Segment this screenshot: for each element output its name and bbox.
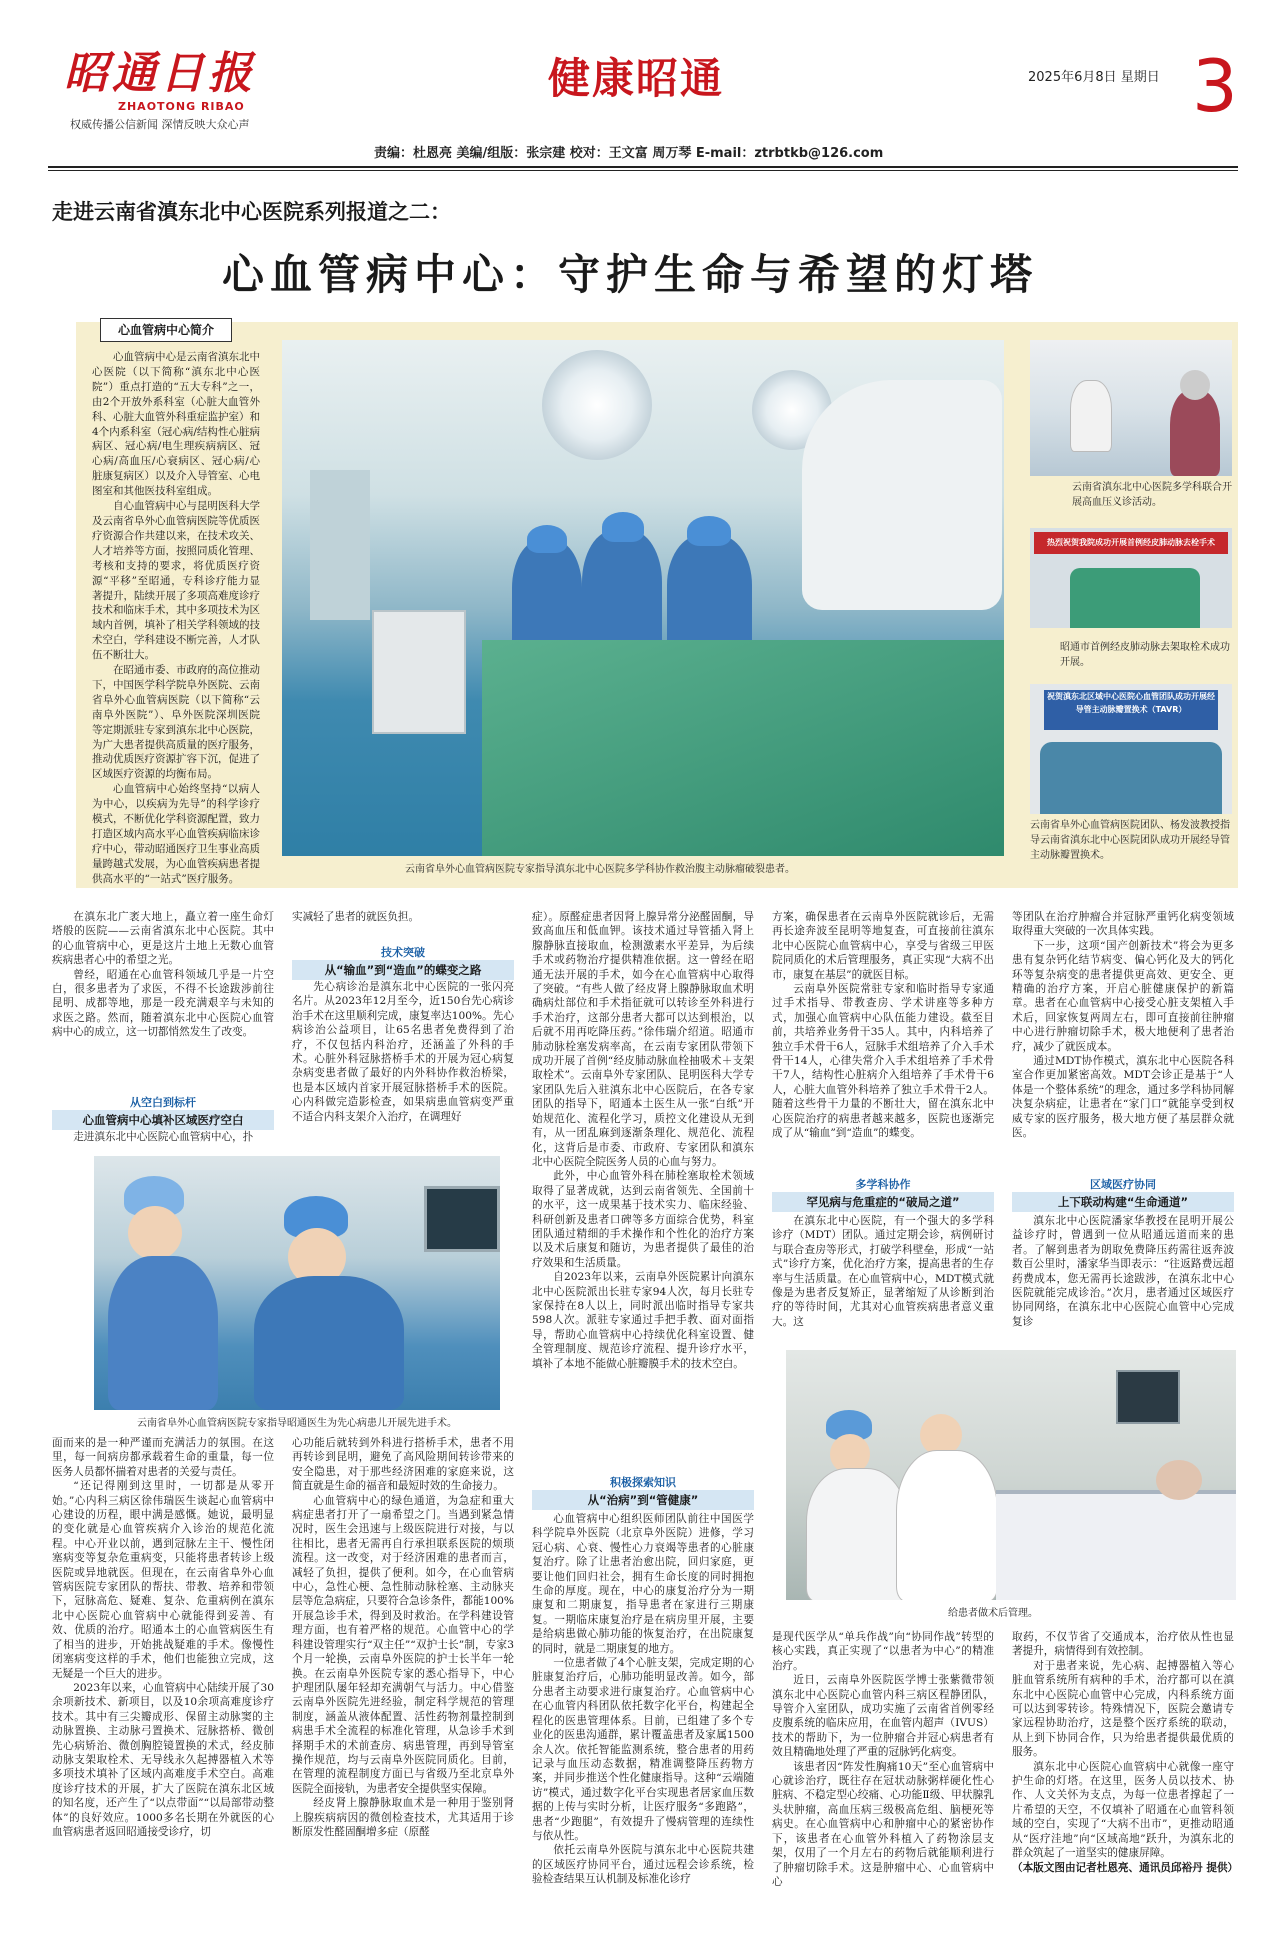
intro-paragraph: 在昭通市委、市政府的高位推动下，中国医学科学院阜外医院、云南省阜外心血管病医院（以下简称“云南阜外医院”）、阜外医院深圳医院等定期派驻专家到滇东北中心医院，为广大患者提供高质量的医疗服务，推动优质医疗资源扩容下沉，促进了区域医疗资源的均衡布局。 xyxy=(92,664,260,781)
body-paragraph: 对于患者来说，先心病、起搏器植入等心脏血管系统所有病种的手术，治疗都可以在滇东北中心医院心血管中心完成，内科系统方面可以达到零转诊。特殊情况下，医院会邀请专家远程协助治疗，这是整个医疗系统的联动，从上到下协同合作，只为给患者提供最优质的服务。 xyxy=(1012,1659,1234,1759)
body-paragraph: 滇东北中心医院心血管病中心就像一座守护生命的灯塔。在这里，医务人员以技术、协作、人文关怀为支点，为每一位患者撑起了一片希望的天空，不仅填补了昭通在心血管科领域的空白，实现了“大病不出市”，更推动昭通从“医疗洼地”向“区域高地”跃升，为滇东北的群众筑起了一道坚实的健康屏障。 xyxy=(1012,1760,1234,1860)
byline: （本版文图由记者杜恩亮、通讯员邱裕丹 提供） xyxy=(1012,1861,1239,1874)
body-paragraph: 取药，不仅节省了交通成本，治疗依从性也显著提升，病情得到有效控制。 xyxy=(1012,1631,1234,1658)
surgeon-figure xyxy=(108,1256,218,1410)
team-figures xyxy=(1070,568,1200,628)
intro-paragraph: 自心血管病中心与昆明医科大学及云南省阜外心血管病医院等优质医疗资源合作共建以来，在技术攻关、人才培养等方面，按照同质化管理、考核和支持的要求，将优质医疗资源“平移”至昭通，专科诊疗能力显著提升，陆续开展了多项高难度诊疗技术和临床手术，其中多项技术为区域内首例，填补了相关学科领域的技术空白，学科建设不断完善，人才队伍不断壮大。 xyxy=(92,500,260,662)
surgeon-figure xyxy=(254,1276,404,1410)
main-surgery-photo xyxy=(282,340,1004,856)
mid-photo-caption: 云南省阜外心血管病医院专家指导昭通医生为先心病患儿开展先进手术。 xyxy=(137,1418,457,1429)
patient-figure xyxy=(1170,390,1220,476)
surgeon-cap xyxy=(527,525,567,553)
body-paragraph: 近日，云南阜外医院医学博士张紫微带领滇东北中心医院心血管内科三病区程静团队，导管介入室团队，成功实施了云南省首例零经皮腹系统的临床应用，在血管内超声（IVUS）技术的帮助下，为一位肿瘤合并冠心病患者有效且精确地处理了严重的冠脉钙化病变。 xyxy=(772,1674,994,1759)
surgical-drape xyxy=(482,640,1004,856)
patient-head xyxy=(1156,1460,1202,1500)
intro-paragraph: 心血管病中心始终坚持“以病人为中心，以疾病为先导”的科学诊疗模式，不断优化学科资源配置，致力打造区域内高水平心血管疾病临床诊疗中心，带动昭通医疗卫生事业高质量跨越式发展，为心血管疾病患者提供高水平的“一站式”医疗服务。 xyxy=(92,783,260,885)
column-3-top xyxy=(532,910,754,1371)
body-paragraph: 云南阜外医院常驻专家和临时指导专家通过手术指导、带教查房、学术讲座等多种方式，加强心血管病中心队伍能力建设。截至目前，共培养业务骨干35人。其中，内科培养了独立手术骨干6人，冠脉手术组培养了介入手术骨干14人，心律失常介入手术组培养了手术骨干7人，结构性心脏病介入组培养了手术骨干6人，心脏大血管外科培养了独立手术骨干2人。随着这些骨干力量的不断壮大，留在滇东北中心医院治疗的病患者越来越多，医院也逐渐完成了从“输血”到“造血”的蝶变。 xyxy=(772,983,994,1140)
body-paragraph: 是现代医学从“单兵作战”向“协同作战”转型的核心实践，真正实现了“以患者为中心”的精准治疗。 xyxy=(772,1631,994,1672)
body-paragraph: 在滇东北中心医院，有一个强大的多学科诊疗（MDT）团队。通过定期会诊，病例研讨与联合查房等形式，打破学科壁垒，形成“一站式”诊疗方案，优化治疗方案，提高患者的生存率与生活质量。在心血管病中心，MDT模式就像是为患者反复矫正，显著缩短了从诊断到治疗的等待时间，尤其对心血管疾病患者意义重大。这 xyxy=(772,1215,994,1328)
post-op-care-photo xyxy=(786,1350,1236,1600)
column-1-bottom xyxy=(52,1436,274,1839)
body-paragraph: 通过MDT协作模式，滇东北中心医院各科室合作更加紧密高效。MDT会诊正是基于“人体是一个整体系统”的理念，通过多学科协同解决复杂病症，让患者在“家门口”就能享受到权威专家的医疗服务，极大地方便了基层群众就医。 xyxy=(1012,1055,1234,1140)
side-photo2-caption: 昭通市首例经皮肺动脉去架取栓术成功开展。 xyxy=(1060,642,1230,668)
column-4-top xyxy=(772,910,994,1141)
side-photo-team1 xyxy=(1030,528,1232,628)
side-photo3-caption: 云南省阜外心血管病医院团队、杨发波教授指导云南省滇东北中心医院团队成功开展经导管主动脉瓣置换术。 xyxy=(1030,820,1230,861)
body-paragraph: 曾经，昭通在心血管科领域几乎是一片空白，很多患者为了求医，不得不长途跋涉前往昆明、成都等地，那是一段充满艰辛与未知的求医之路。然而，随着滇东北中心医院心血管病中心的成立，这一切都悄然发生了改变。 xyxy=(52,968,274,1039)
doctor-figure xyxy=(1070,380,1112,452)
monitor-icon xyxy=(424,1186,500,1252)
body-paragraph: 此外，中心血管外科在肺栓塞取栓术领域取得了显著成就，达到云南省领先、全国前十的水平，这一成果基于技术实力、临床经验、科研创新及患者口碑等多方面综合优势，科室团队通过精细的手术操作和个性化的治疗方案以及术后康复和随访，为患者提供了最佳的治疗效果和生活质量。 xyxy=(532,1170,754,1269)
issue-date: 2025年6月8日 星期日 xyxy=(1028,70,1160,85)
body-paragraph: 经皮肾上腺静脉取血术是一种用于鉴别肾上腺疾病病因的微创检查技术，尤其适用于诊断原发性醛固酮增多症（原醛 xyxy=(292,1797,514,1838)
body-paragraph: 自2023年以来，云南阜外医院累计向滇东北中心医院派出长驻专家94人次，每月长驻专家保持在8人以上，同时派出临时指导专家共598人次。派驻专家通过手把手教、面对面指导，帮助心血管病中心持续优化科室设置、健全管理制度、规范诊疗流程、提升诊疗水平，填补了本地不能做心脏瓣膜手术的技术空白。 xyxy=(532,1271,754,1370)
column-5-mid xyxy=(1012,1214,1234,1329)
body-paragraph: 症）。原醛症患者因肾上腺异常分泌醛固酮，导致高血压和低血钾。该技术通过导管插入肾上腺静脉直接取血，检测激素水平差异，为后续手术或药物治疗提供精准依据。这一曾经在昭通无法开展的手术，如今在心血管病中心取得了突破。“有些人做了经皮肾上腺静脉取血术明确病灶部位和手术指征就可以转诊至外科进行手术治疗，这部分患者大都可以达到根治，以后就不用再吃降压药。”徐伟瑞介绍道。昭通市肺动脉栓塞发病率高，在云南专家团队带领下成功开展了首例“经皮肺动脉血栓抽吸术＋支架取栓术”。云南阜外专家团队、昆明医科大学专家团队先后入驻滇东北中心医院后，在各专家团队的指导下，昭通本土医生从一张“白纸”开始规范化、流程化学习，质控文化建设从无到有，从一团乱麻到逐渐条理化、规范化、流程化，这背后是市委、市政府、专家团队和滇东北中心医院全院医务人员的心血与努力。 xyxy=(532,911,754,1168)
intro-text xyxy=(92,350,260,887)
column-4-mid xyxy=(772,1214,994,1329)
team-figures xyxy=(1040,742,1222,814)
xray-c-arm-icon xyxy=(802,380,1002,610)
series-title: 走进云南省滇东北中心医院系列报道之二： xyxy=(52,199,451,224)
body-paragraph: 2023年以来，心血管病中心陆续开展了30余项新技术、新项目，以及10余项高难度诊疗技术。其中有三尖瓣成形、保留主动脉窦的主动脉置换、主动脉弓置换术、冠脉搭桥、微创先心病矫治、微创胸腔镜置换的术式，经皮肺动脉支架取栓术、无导线永久起搏器植入术等多项技术填补了区域内高难度手术空白。高难度诊疗技术的开展，扩大了医院在滇东北区域的知名度，还产生了“以点带面”“以局部带动整体”的良好效应。1000多名长期在外就医的心血管病患者返回昭通接受诊疗，切 xyxy=(52,1681,274,1838)
masthead-rule-thin xyxy=(48,170,1238,171)
main-photo-caption: 云南省阜外心血管病医院专家指导滇东北中心医院多学科协作救治腹主动脉瘤破裂患者。 xyxy=(405,864,795,875)
monitor-icon xyxy=(310,470,370,620)
side-photo-team2 xyxy=(1030,684,1232,814)
subhead-3-kicker: 多学科协作 xyxy=(855,1178,911,1191)
subhead-4-kicker: 区域医疗协同 xyxy=(1090,1178,1156,1191)
hospital-bed xyxy=(996,1490,1236,1600)
body-paragraph: 先心病诊治是滇东北中心医院的一张闪亮名片。从2023年12月至今，近150台先心病诊治手术在这里顺利完成，康复率达100%。先心病诊治公益项目，让65名患者免费得到了治疗，不仅包括内科治疗，还涵盖了外科的手术。心脏外科冠脉搭桥手术的开展为冠心病复杂病变患者做了最好的内外科协作救治桥梁，也是本区域内首家开展冠脉搭桥手术的医院。心内科做完造影检查，如果病患血管病变严重不适合内科支架介入治疗，在调理好 xyxy=(292,981,514,1123)
intro-paragraph: 心血管病中心是云南省滇东北中心医院（以下简称“滇东北中心医院”）重点打造的“五大专科”之一，由2个开放外系科室（心脏大血管外科、心脏大血管外科重症监护室）和4个内系科室（冠心病/结构性心脏病病区、冠心病/电生理疾病病区、冠心病/高血压/心衰病区、冠心病/心脏康复病区）以及介入导管室、心电图室和其他医技科室组成。 xyxy=(92,351,260,498)
body-paragraph: 面而来的是一种严谨而充满活力的氛围。在这里，每一间病房都承载着生命的重量，每一位医务人员都怀揣着对患者的关爱与责任。 xyxy=(52,1437,274,1478)
column-2-top xyxy=(292,910,514,924)
column-1-mid xyxy=(52,1130,274,1144)
subhead-4: 上下联动构建“生命通道” xyxy=(1012,1192,1234,1212)
body-paragraph: 方案，确保患者在云南阜外医院就诊后，无需再长途奔波至昆明等地复查，可直接前往滇东北中心医院心血管病中心，享受与省级三甲医院同质化的术后管理服务，真正实现“大病不出市，康复在基层”的就医目标。 xyxy=(772,911,994,981)
newspaper-logo: 昭通日报 xyxy=(64,48,256,99)
surgeon-cap xyxy=(687,516,731,546)
monitor-icon xyxy=(1116,1370,1180,1424)
body-paragraph: 心功能后就转到外科进行搭桥手术，患者不用再转诊到昆明，避免了高风险期间转诊带来的安全隐患，对于那些经济困难的家庭来说，这简直就是生命的福音和最短时效的生命接力。 xyxy=(292,1437,514,1493)
body-paragraph: 滇东北中心医院潘家华教授在昆明开展公益诊疗时，曾遇到一位从昭通远道而来的患者。了解到患者为朗取免费降压药需往返奔波数百公里时，潘家华当即表示：“往返路费远超药费成本，您无需再长途跋涉，在滇东北中心医院就能完成诊治。”次月，患者通过区域医疗协同网络，在滇东北中心医院心血管中心完成复诊 xyxy=(1012,1215,1234,1328)
subhead-1-kicker: 从空白到标杆 xyxy=(130,1096,196,1109)
right-photo-caption: 给患者做术后管理。 xyxy=(948,1608,1038,1619)
column-5-bottom xyxy=(1012,1630,1239,1875)
masthead-rule xyxy=(48,166,1238,168)
column-3-bottom xyxy=(532,1512,754,1887)
body-paragraph: “还记得刚到这里时，一切都是从零开始。”心内科三病区徐伟瑞医生谈起心血管病中心建设的历程，眼中满是感慨。她说，最明显的变化就是心血管疾病介入诊治的规范化流程。中心开业以前，遇到冠脉左主干、慢性闭塞病变等复杂危重病变，只能将患者转诊上级医院或异地就医。但现在，在云南省阜外心血管病医院专家团队的帮扶、带教、培养和带领下，冠脉高危、疑难、复杂、危重病例在滇东北中心医院心血管病中心就能得到妥善、有效、优质的治疗。昭通本土的心血管病医生有了相当的进步，开始挑战疑难的手术。像慢性闭塞病变这样的手术，他们也能独立完成，这无疑是一个巨大的进步。 xyxy=(52,1480,274,1680)
newspaper-slogan: 权威传播公信新闻 深情反映大众心声 xyxy=(70,118,250,131)
subhead-1: 心血管病中心填补区域医疗空白 xyxy=(52,1110,274,1130)
side-photo-clinic xyxy=(1030,340,1232,476)
column-2-mid xyxy=(292,980,514,1124)
patient-head xyxy=(1180,370,1210,400)
newspaper-pinyin: ZHAOTONG RIBAO xyxy=(118,100,245,113)
doctor-figure xyxy=(896,1450,998,1600)
congenital-surgery-photo xyxy=(94,1156,500,1410)
body-paragraph: 该患者因“阵发性胸痛10天”至心血管病中心就诊治疗，既往存在冠状动脉粥样硬化性心脏病、不稳定型心绞痛、心功能Ⅱ级、甲状腺乳头状肿瘤，高血压病三级极高危组、脑梗死等病史。在心血管病中心和肿瘤中心的紧密协作下，该患者在心血管外科植入了药物涂层支架，仅用了一个月左右的药物后就能顺利进行了肿瘤切除手术。这是肿瘤中心、心血管病中心 xyxy=(772,1760,994,1888)
surgeon-face xyxy=(128,1206,182,1260)
subhead-5-kicker: 积极探索知识 xyxy=(610,1476,676,1489)
body-paragraph: 下一步，这项“国产创新技术”将会为更多患有复杂钙化结节病变、偏心钙化及大的钙化环等复杂病变的患者提供更高效、更安全、更精确的治疗方案，开启心脏健康保护的新篇章。患者在心血管病中心接受心脏支架植入手术后，回家恢复两周左右，即可直接前往肿瘤中心进行肿瘤切除手术，极大地便利了患者治疗，减少了就医成本。 xyxy=(1012,939,1234,1053)
intro-title: 心血管病中心简介 xyxy=(100,318,232,342)
body-paragraph: 等团队在治疗肿瘤合并冠脉严重钙化病变领域取得重大突破的一次具体实践。 xyxy=(1012,911,1234,938)
subhead-3: 罕见病与危重症的“破局之道” xyxy=(772,1192,994,1212)
column-5-top xyxy=(1012,910,1234,1141)
page-number: 3 xyxy=(1192,44,1238,128)
tavr-banner: 祝贺滇东北区域中心医院心血管团队成功开展经导管主动脉瓣置换术（TAVR） xyxy=(1044,690,1218,730)
subhead-2: 从“输血”到“造血”的蝶变之路 xyxy=(292,960,514,980)
side-photo1-caption: 云南省滇东北中心医院多学科联合开展高血压义诊活动。 xyxy=(1072,482,1232,508)
body-paragraph: 依托云南阜外医院与滇东北中心医院共建的区域医疗协同平台，通过远程会诊系统，检验检查结果互认机制及标准化诊疗 xyxy=(532,1844,754,1886)
section-title: 健康昭通 xyxy=(548,54,725,103)
body-paragraph: 心血管病中心的绿色通道，为急症和重大病症患者打开了一扇希望之门。当遇到紧急情况时，医生会迅速与上级医院进行对接，与以往相比，患者无需再自行承担联系医院的烦琐流程。这一改变，对于经济困难的患者而言，减轻了负担，提供了便利。如今，在心血管病中心，急性心梗、急性肺动脉栓塞、主动脉夹层等危急病症，只要符合急诊条件，都能100%开展急诊手术，得到及时救治。在学科建设管理方面，也有着严格的规范。心血管中心的学科建设管理实行“双主任”“双护士长”制，专家3个月一轮换，云南阜外医院的护士长半年一轮换。在云南阜外医院专家的悉心指导下，中心护理团队屡年轻却充满朝气与活力。中心借鉴云南阜外医院先进经验，制定科学规范的管理制度，涵盖从液体配置、活性药物剂量控制到病患手术全流程的标准化管理，从急诊手术到择期手术的术前查房、病患管理，再到导管室操作规范，均与云南阜外医院同质化。目前，在管理的流程制度方面已与省级乃至北京阜外医院全面接轨，为患者安全提供坚实保障。 xyxy=(292,1494,514,1795)
body-paragraph: 走进滇东北中心医院心血管病中心，扑 xyxy=(73,1131,254,1143)
headline: 心血管病中心：守护生命与希望的灯塔 xyxy=(222,250,1039,299)
column-1-top xyxy=(52,910,274,1040)
surgical-lamp-icon xyxy=(542,350,652,460)
editor-credits: 责编：杜恩亮 美编/组版：张宗建 校对：王文富 周万琴 E-mail：ztrbtkb@126.com xyxy=(374,146,884,161)
subhead-2-kicker: 技术突破 xyxy=(381,946,425,959)
column-2-bottom xyxy=(292,1436,514,1839)
body-paragraph: 实减轻了患者的就医负担。 xyxy=(292,911,420,923)
infusion-pump-icon xyxy=(372,610,466,734)
column-4-bottom xyxy=(772,1630,994,1889)
doctor-figure xyxy=(806,1468,908,1600)
body-paragraph: 一位患者做了4个心脏支架，完成定期的心脏康复治疗后，心肺功能明显改善。如今，部分患者主动要求进行康复治疗。心血管病中心在心血管内科团队依托数字化平台，构建起全程化的医患管理体系。目前，已组建了多个专业化的医患沟通群，累计覆盖患者及家属1500余人次。依托智能监测系统，整合患者的用药记录与血压动态数据，精准调整降压药物方案，并同步推送个性化健康指导。这种“云端随访”模式，通过数字化平台实现患者居家血压数据的上传与实时分析，让医疗服务“多跑路”，患者“少跑腿”，有效提升了慢病管理的连续性与依从性。 xyxy=(532,1657,754,1842)
body-paragraph: 心血管病中心组织医师团队前往中国医学科学院阜外医院（北京阜外医院）进修，学习冠心病、心衰、慢性心力衰竭等患者的心脏康复治疗。除了让患者治愈出院，回归家庭，更要让他们回归社会，拥有生命长度的同时拥抱生命的厚度。现在，中心的康复治疗分为一期康复和二期康复，指导患者在家进行三期康复。一期临床康复治疗是在病房里开展，主要是给病患做心肺功能的恢复治疗，在出院康复的同时，就是二期康复的地方。 xyxy=(532,1513,754,1655)
subhead-5: 从“治病”到“管健康” xyxy=(532,1490,754,1510)
congrats-banner: 热烈祝贺我院成功开展首例经皮肺动脉去栓手术 xyxy=(1034,532,1228,554)
surgeon-cap xyxy=(602,512,644,542)
body-paragraph: 在滇东北广袤大地上，矗立着一座生命灯塔般的医院——云南省滇东北中心医院。其中的心血管病中心，更是这片土地上无数心血管疾病患者心中的希望之光。 xyxy=(52,911,274,967)
